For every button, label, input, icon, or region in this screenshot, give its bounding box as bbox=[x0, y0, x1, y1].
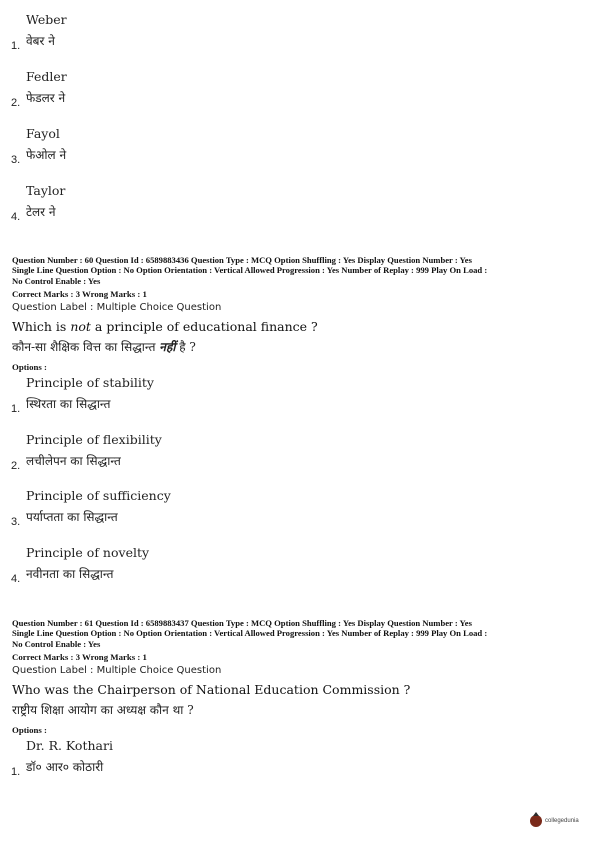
question-text-hi bbox=[12, 338, 196, 355]
meta-line: No Control Enable : Yes bbox=[12, 638, 101, 649]
question-text-part: a principle of educational finance ? bbox=[90, 319, 318, 334]
marks-line: Correct Marks : 3 Wrong Marks : 1 bbox=[12, 652, 147, 662]
meta-line: Question Number : 60 Question Id : 6589883436 Question Type : MCQ Option Shuffling : Yes Display Question Number : Yes bbox=[12, 255, 472, 265]
question-text-hi: राष्ट्रीय शिक्षा आयोग का अध्यक्ष कौन था ? bbox=[12, 703, 194, 717]
option-number: 2. bbox=[11, 460, 21, 472]
option-text-hi: डॉ० आर० कोठारी bbox=[26, 760, 104, 774]
question-text-part: Which is bbox=[12, 319, 71, 334]
option-number: 1. bbox=[11, 766, 21, 778]
option-number: 4. bbox=[11, 573, 21, 585]
option-text-en: Principle of stability bbox=[26, 375, 154, 390]
meta-line: Single Line Question Option : No Option Orientation : Vertical Allowed Progression : Yes Number of Replay : 999 Play On Load : bbox=[12, 265, 488, 276]
meta-line: Single Line Question Option : No Option Orientation : Vertical Allowed Progression : Yes Number of Replay : 999 Play On Load : bbox=[12, 628, 488, 639]
option-text-hi: वेबर ने bbox=[26, 34, 55, 48]
option-text-en: Fayol bbox=[26, 126, 60, 141]
option-number: 4. bbox=[11, 211, 21, 223]
option-text-en: Principle of flexibility bbox=[26, 432, 162, 447]
option-text-hi: लचीलेपन का सिद्धान्त bbox=[26, 454, 121, 468]
question-text-en bbox=[12, 319, 318, 334]
option-text-hi: फेडलर ने bbox=[26, 91, 66, 105]
option-number: 3. bbox=[11, 154, 21, 166]
meta-line: Question Number : 61 Question Id : 6589883437 Question Type : MCQ Option Shuffling : Yes Display Question Number : Yes bbox=[12, 618, 472, 628]
option-number: 2. bbox=[11, 97, 21, 109]
option-text-en: Taylor bbox=[26, 183, 66, 198]
option-text-en: Principle of sufficiency bbox=[26, 488, 171, 503]
question-text-en: Who was the Chairperson of National Education Commission ? bbox=[12, 682, 411, 697]
option-text-en: Dr. R. Kothari bbox=[26, 738, 113, 753]
question-meta bbox=[12, 618, 584, 649]
option-text-hi: नवीनता का सिद्धान्त bbox=[26, 567, 114, 581]
question-label: Question Label : Multiple Choice Question bbox=[12, 302, 222, 313]
option-text-hi: पर्याप्तता का सिद्धान्त bbox=[26, 510, 118, 524]
question-text-part: कौन-सा शैक्षिक वित्त का सिद्धान्त bbox=[12, 340, 160, 354]
meta-line: No Control Enable : Yes bbox=[12, 275, 101, 286]
options-label: Options : bbox=[12, 362, 47, 372]
option-number: 1. bbox=[11, 40, 21, 52]
question-text-emphasis: not bbox=[70, 319, 91, 334]
option-text-en: Fedler bbox=[26, 69, 67, 84]
question-meta bbox=[12, 255, 584, 286]
mortarboard-icon bbox=[530, 815, 542, 827]
option-number: 1. bbox=[11, 403, 21, 415]
option-text-hi: फेओल ने bbox=[26, 148, 67, 162]
options-label: Options : bbox=[12, 725, 47, 735]
option-text-en: Weber bbox=[26, 12, 67, 27]
option-text-en: Principle of novelty bbox=[26, 545, 150, 560]
brand-logo bbox=[530, 812, 579, 830]
question-label: Question Label : Multiple Choice Question bbox=[12, 665, 222, 676]
question-text-emphasis: नहीं bbox=[159, 340, 176, 354]
question-text-part: है ? bbox=[175, 340, 196, 354]
option-text-hi: टेलर ने bbox=[26, 205, 56, 219]
option-number: 3. bbox=[11, 516, 21, 528]
brand-name: collegedunia bbox=[545, 818, 579, 824]
marks-line: Correct Marks : 3 Wrong Marks : 1 bbox=[12, 289, 147, 299]
option-text-hi: स्थिरता का सिद्धान्त bbox=[26, 397, 111, 411]
